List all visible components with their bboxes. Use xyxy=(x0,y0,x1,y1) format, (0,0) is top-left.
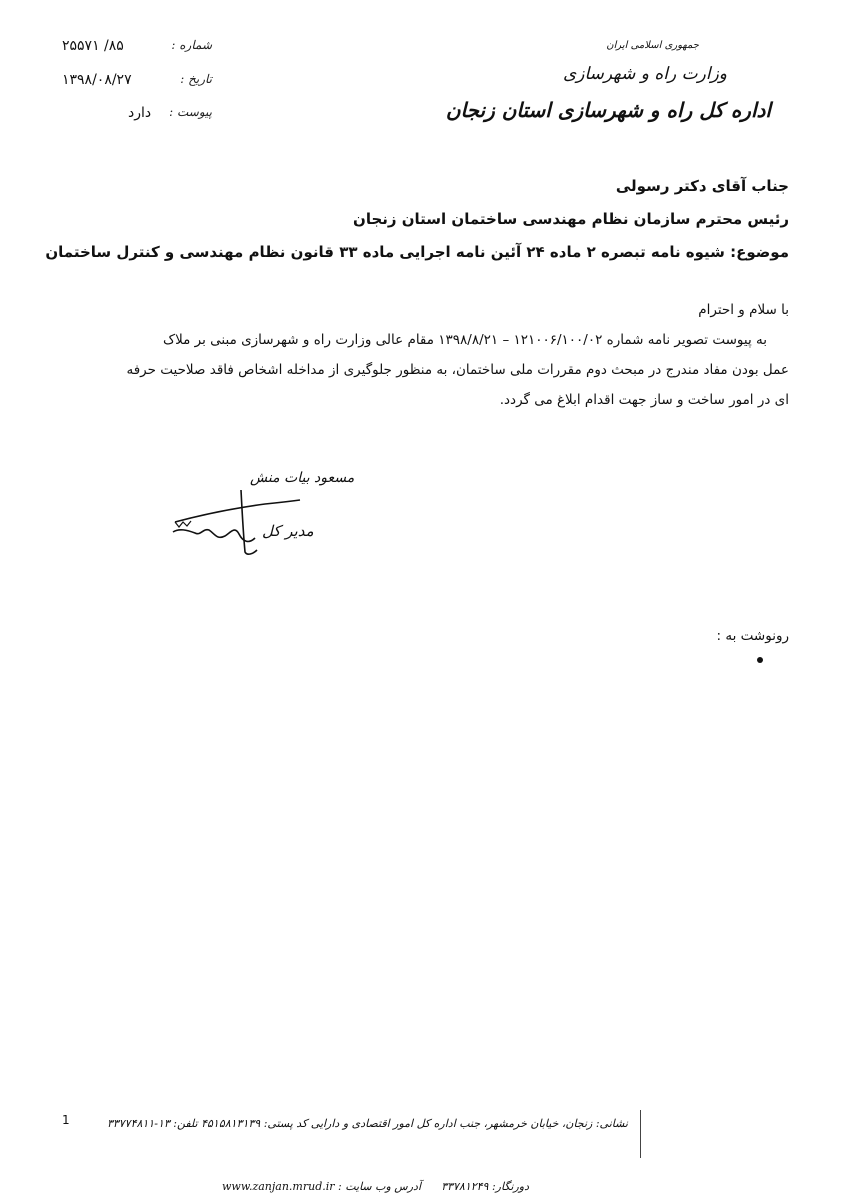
addressee-name: جناب آقای دکتر رسولی xyxy=(615,177,789,195)
signatory-name: مسعود بیات منش xyxy=(250,470,355,486)
letter-date-row xyxy=(62,72,212,94)
footer-divider xyxy=(640,1110,641,1158)
footer-address: نشانی: زنجان، خیابان خرمشهر، جنب اداره کل امور اقتصادی و دارایی کد پستی: ۴۵۱۵۸۱۳۱۳۹ تلفن: ۱۳-۳۳۷۷۴۸۱۱ xyxy=(106,1117,628,1130)
letter-number-value: ۸۵/ ۲۵۵۷۱ xyxy=(62,38,124,54)
letter-number-row xyxy=(62,38,212,60)
letter-attachment-row xyxy=(62,105,212,127)
letter-subject: موضوع: شیوه نامه تبصره ۲ ماده ۲۴ آئین نامه اجرایی ماده ۳۳ قانون نظام مهندسی و کنترل ساختمان xyxy=(45,243,789,261)
body-line-3: ای در امور ساخت و ساز جهت اقدام ابلاغ می گردد. xyxy=(499,392,789,408)
letter-number-label: شماره : xyxy=(171,38,212,52)
body-line-2: عمل بودن مفاد مندرج در مبحث دوم مقررات ملی ساختمان، به منظور جلوگیری از مداخله اشخاص فاقد صلاحیت حرفه xyxy=(126,362,789,378)
footer-website: آدرس وب سایت : www.zanjan.mrud.ir xyxy=(222,1180,422,1193)
letterhead-ministry: وزارت راه و شهرسازی xyxy=(562,64,727,84)
signature-scribble xyxy=(165,480,315,560)
letter-attachment-label: پیوست : xyxy=(169,105,212,119)
letter-date-value: ۱۳۹۸/۰۸/۲۷ xyxy=(62,72,132,88)
addressee-position: رئیس محترم سازمان نظام مهندسی ساختمان استان زنجان xyxy=(353,210,789,228)
letter-attachment-value: دارد xyxy=(128,105,152,121)
footer-fax: دورنگار: ۳۳۷۸۱۲۴۹ xyxy=(441,1180,529,1193)
signatory-title: مدیر کل xyxy=(262,522,314,540)
page-number: 1 xyxy=(62,1113,70,1127)
letter-date-label: تاریخ : xyxy=(180,72,212,86)
cc-bullet xyxy=(757,657,763,663)
body-line-1: به پیوست تصویر نامه شماره ۱۲۱۰۰۶/۱۰۰/۰۲ – ۱۳۹۸/۸/۲۱ مقام عالی وزارت راه و شهرسازی مبنی بر ملاک xyxy=(163,332,767,348)
greeting: با سلام و احترام xyxy=(698,302,789,318)
letterhead-department: اداره کل راه و شهرسازی استان زنجان xyxy=(445,98,771,122)
cc-label: رونوشت به : xyxy=(716,628,789,644)
letterhead-country: جمهوری اسلامی ایران xyxy=(606,40,699,51)
